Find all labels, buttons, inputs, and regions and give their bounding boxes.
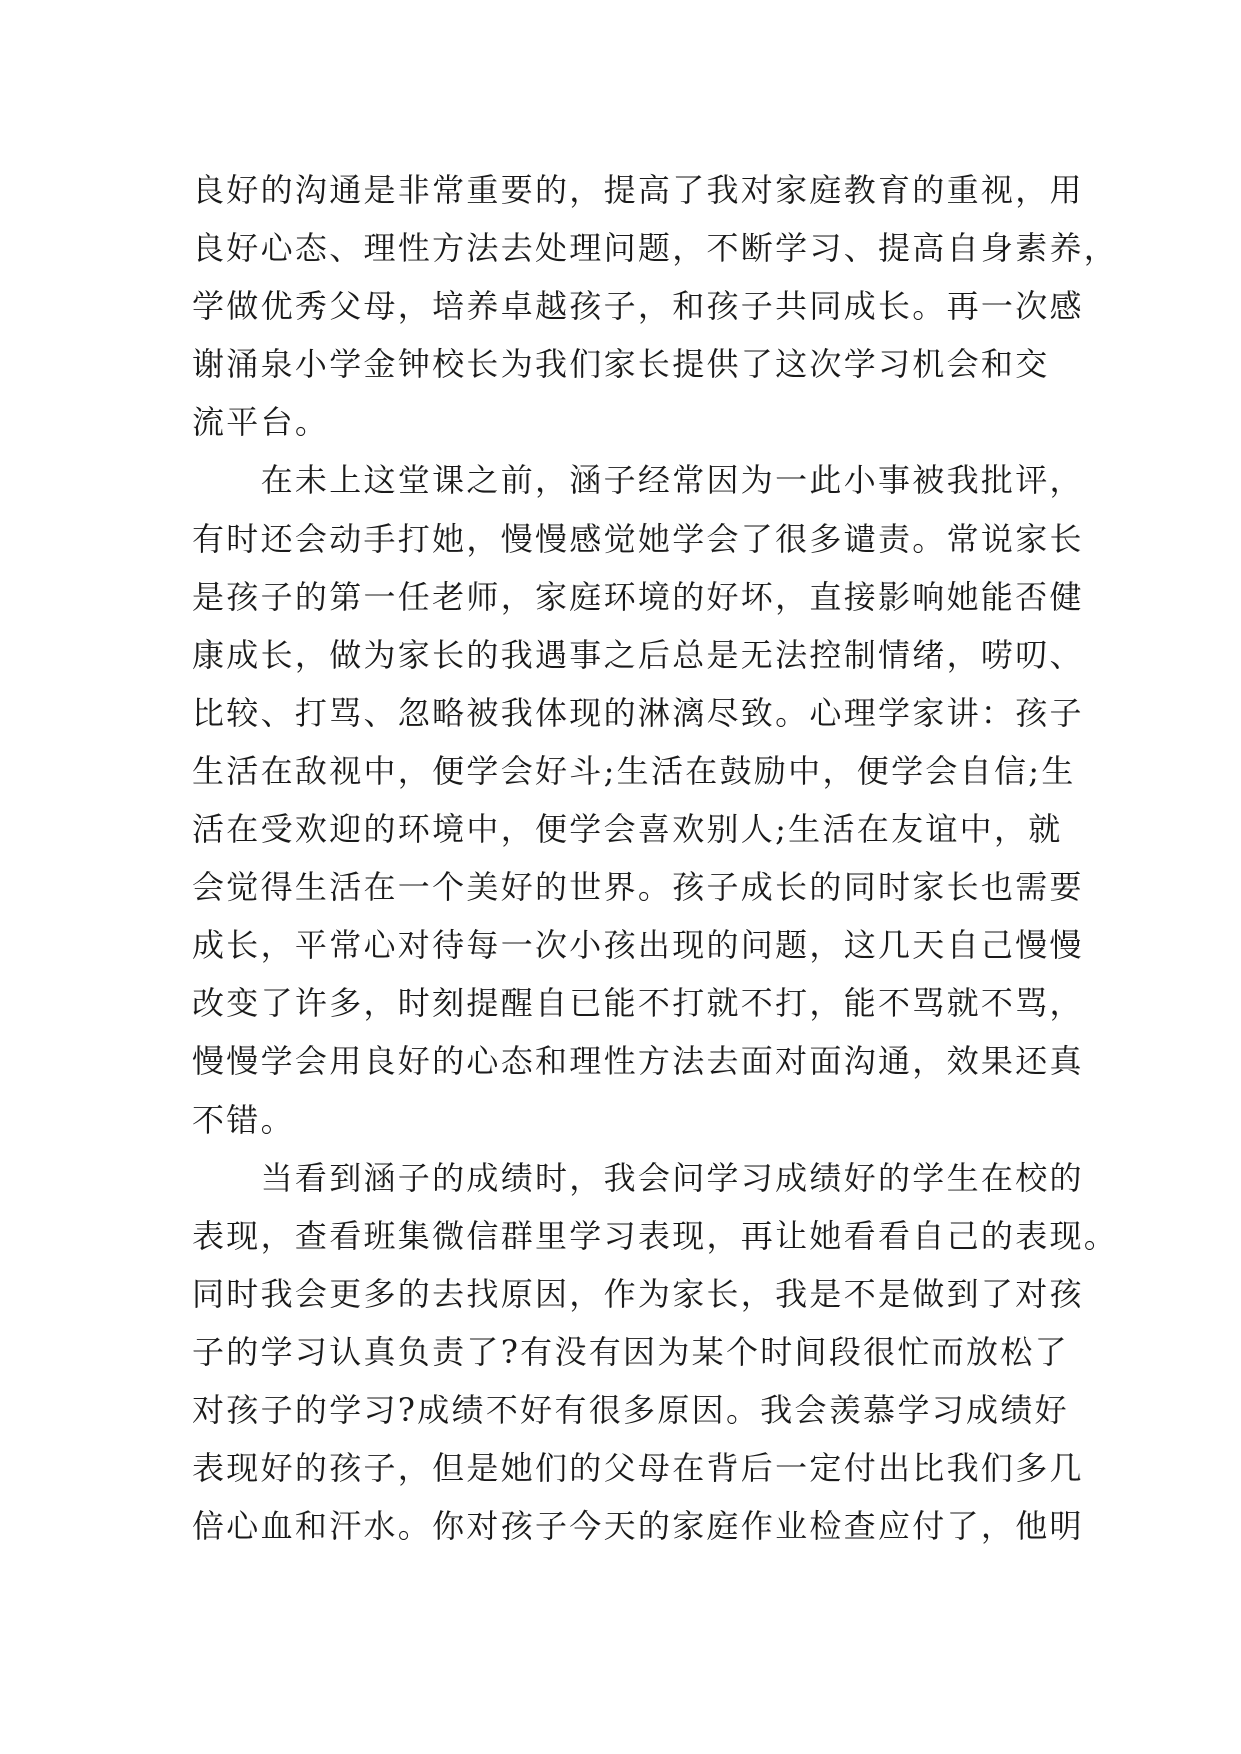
text-line: 生活在敌视中，便学会好斗;生活在鼓励中，便学会自信;生 [192, 751, 1076, 790]
text-line: 学做优秀父母，培养卓越孩子，和孩子共同成长。再一次感 [192, 287, 1084, 326]
text-line: 表现好的孩子，但是她们的父母在背后一定付出比我们多几 [192, 1449, 1084, 1488]
text-line: 会觉得生活在一个美好的世界。孩子成长的同时家长也需要 [192, 868, 1084, 907]
text-line: 活在受欢迎的环境中，便学会喜欢别人;生活在友谊中，就 [192, 810, 1063, 849]
text-line: 在未上这堂课之前，涵子经常因为一此小事被我批评， [192, 461, 1084, 500]
body-text [192, 161, 1119, 1555]
text-line: 对孩子的学习?成绩不好有很多原因。我会羡慕学习成绩好 [192, 1390, 1069, 1429]
text-line: 表现，查看班集微信群里学习表现，再让她看看自己的表现。 [192, 1216, 1119, 1255]
text-line: 流平台。 [192, 403, 330, 442]
text-line: 改变了许多，时刻提醒自已能不打就不打，能不骂就不骂， [192, 984, 1084, 1023]
text-line: 同时我会更多的去找原因，作为家长，我是不是做到了对孩 [192, 1274, 1084, 1313]
text-line: 倍心血和汗水。你对孩子今天的家庭作业检查应付了，他明 [192, 1507, 1084, 1546]
text-line: 良好心态、理性方法去处理问题，不断学习、提高自身素养， [192, 229, 1119, 268]
text-line: 当看到涵子的成绩时，我会问学习成绩好的学生在校的 [192, 1158, 1084, 1197]
text-line: 康成长，做为家长的我遇事之后总是无法控制情绪，唠叨、 [192, 635, 1084, 674]
text-line: 谢涌泉小学金钟校长为我们家长提供了这次学习机会和交 [192, 345, 1050, 384]
text-line: 子的学习认真负责了?有没有因为某个时间段很忙而放松了 [192, 1332, 1069, 1371]
text-line: 是孩子的第一任老师，家庭环境的好坏，直接影响她能否健 [192, 577, 1084, 616]
text-line: 有时还会动手打她，慢慢感觉她学会了很多谴责。常说家长 [192, 519, 1084, 558]
text-line: 良好的沟通是非常重要的，提高了我对家庭教育的重视，用 [192, 171, 1084, 209]
text-line: 不错。 [192, 1100, 295, 1139]
text-line: 比较、打骂、忽略被我体现的淋漓尽致。心理学家讲：孩子 [192, 693, 1084, 732]
text-line: 成长，平常心对待每一次小孩出现的问题，这几天自己慢慢 [192, 926, 1084, 965]
text-line: 慢慢学会用良好的心态和理性方法去面对面沟通，效果还真 [192, 1042, 1084, 1081]
